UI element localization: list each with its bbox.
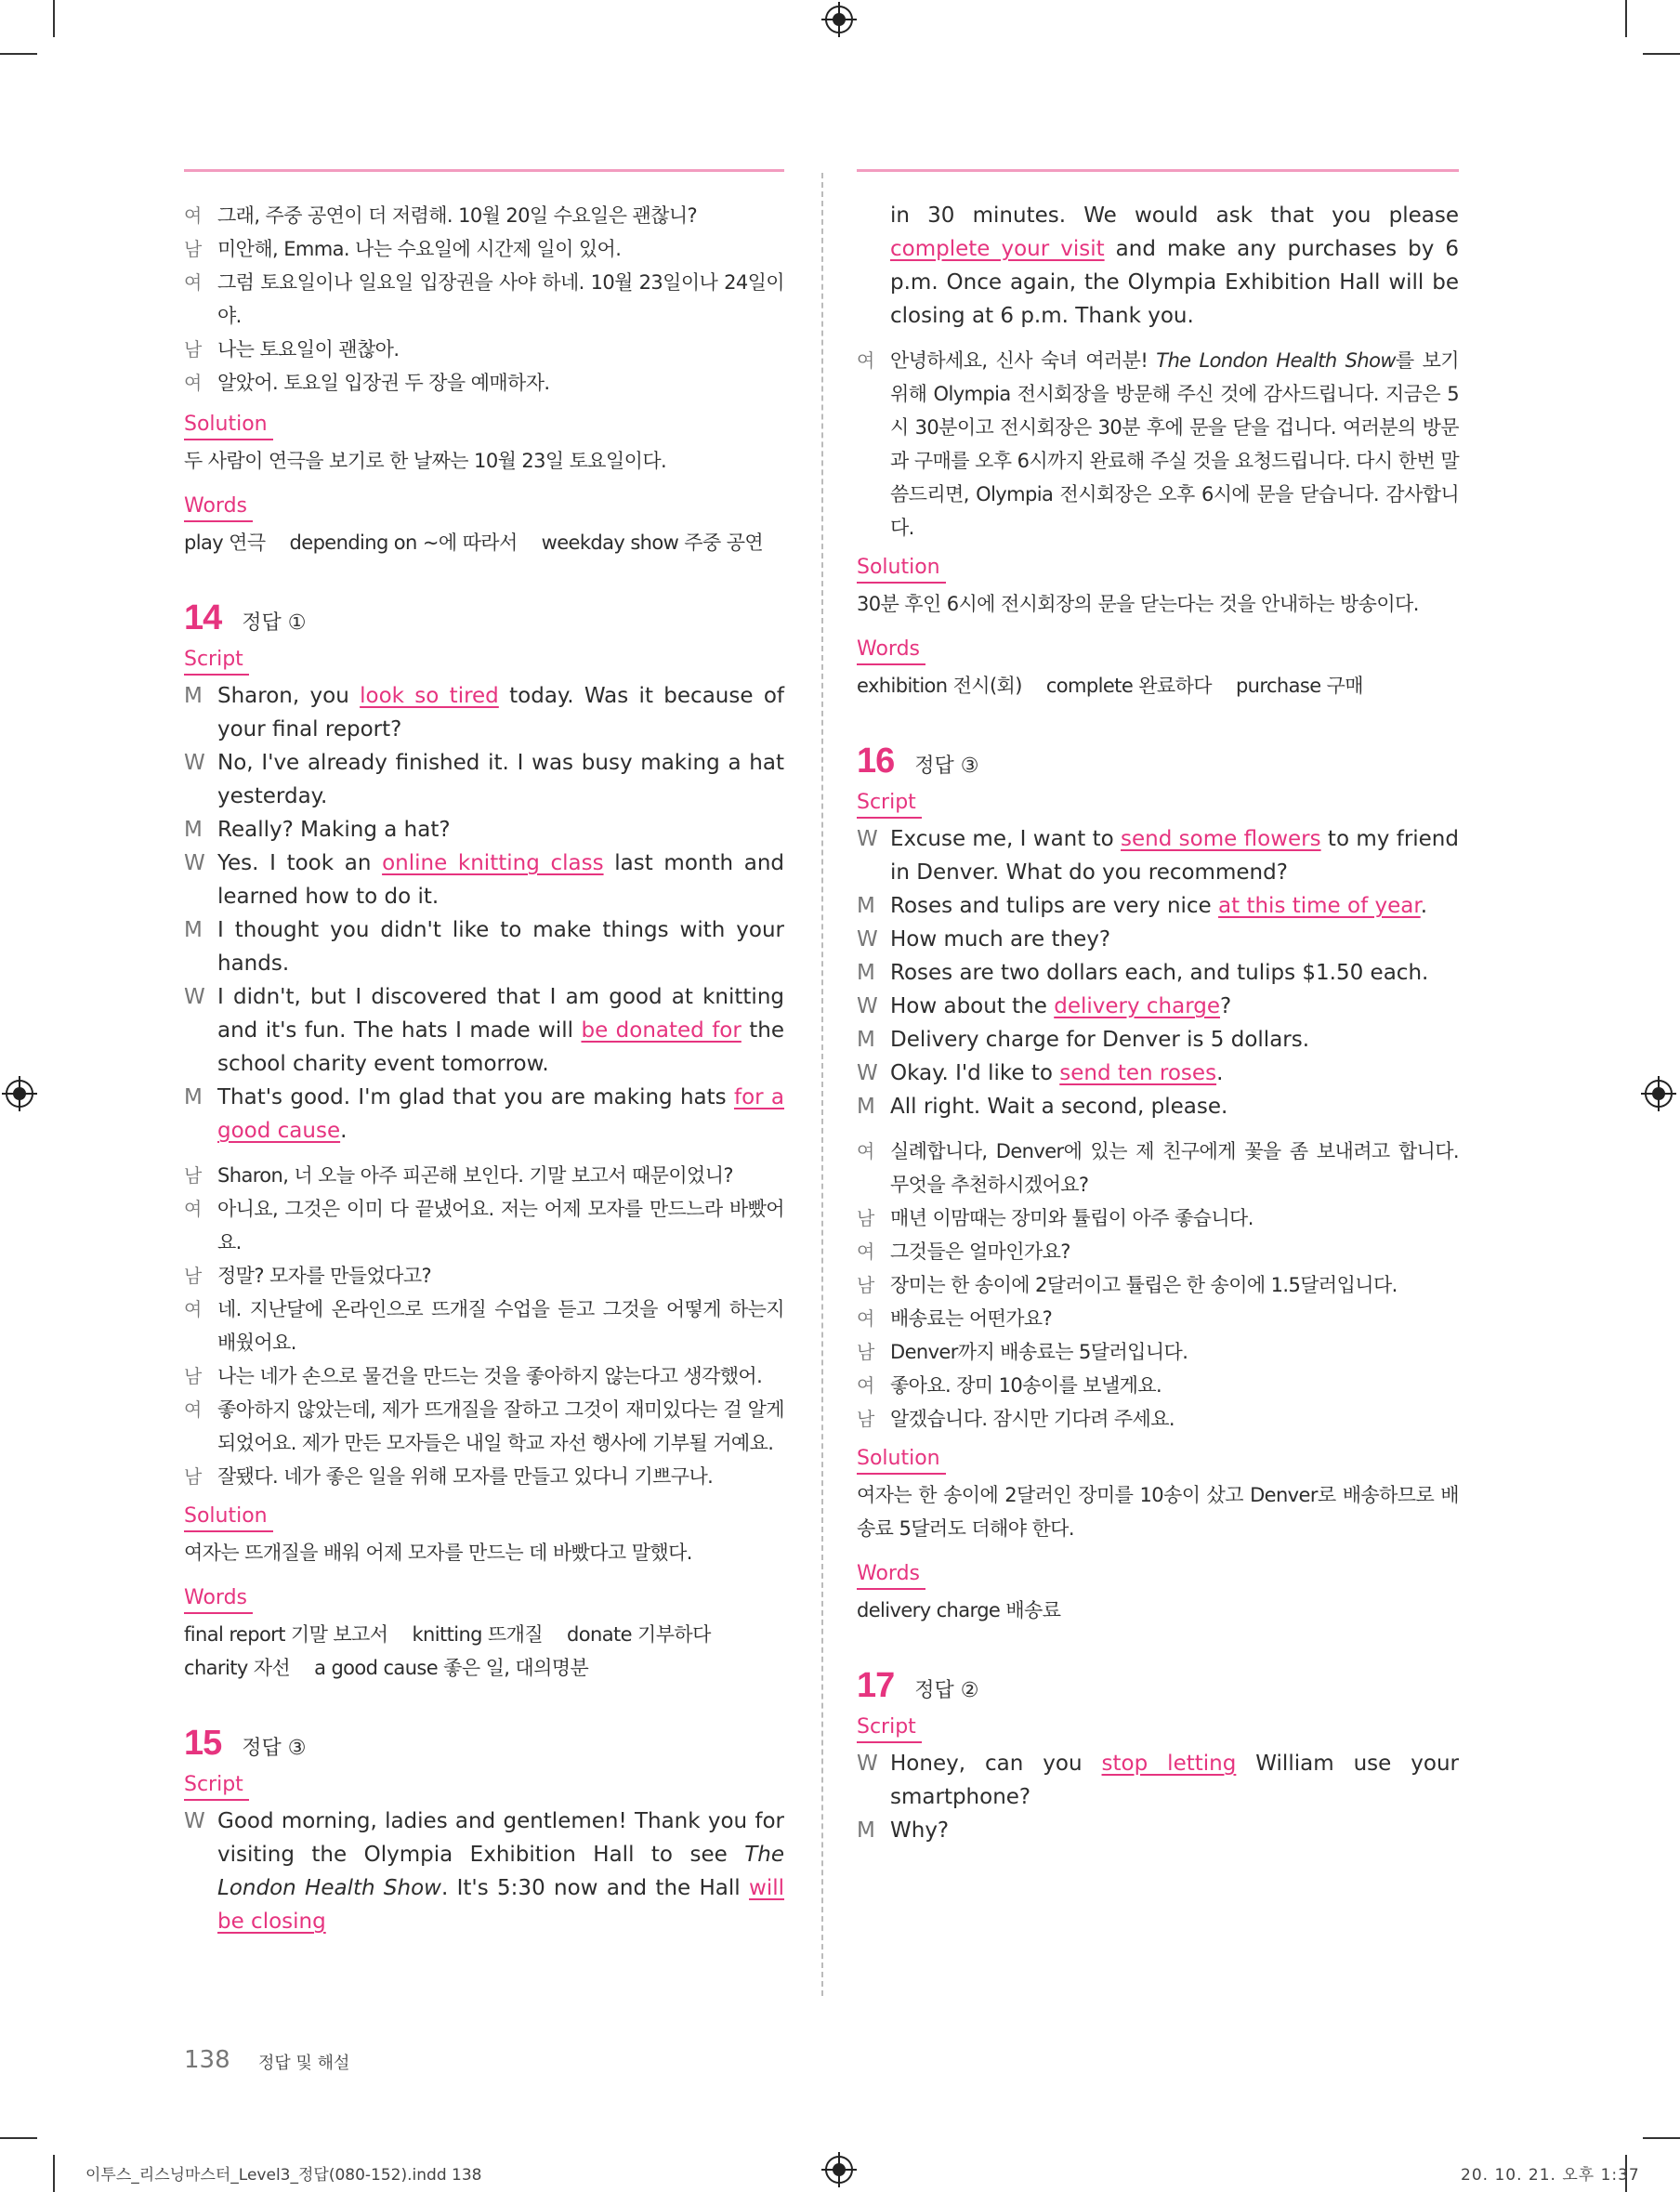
answer-label: 정답 ② xyxy=(914,1679,979,1702)
word-item: depending on ~에 따라서 xyxy=(289,532,518,554)
words-label: Words xyxy=(857,636,925,665)
translation-text: 나는 토요일이 괜찮아. xyxy=(217,338,400,361)
translation-line xyxy=(184,333,784,366)
script-text xyxy=(217,1805,784,1938)
script-text-part: I didn't, but I discovered that I am good at knitting and it's fun. The hats I made will xyxy=(217,985,784,1043)
speaker-label: W xyxy=(857,1061,878,1085)
script-text-part: . xyxy=(1420,894,1428,918)
script-text-part: . xyxy=(340,1119,348,1143)
speaker-label: 여 xyxy=(857,1140,874,1162)
registration-mark-icon xyxy=(1645,1080,1673,1108)
translation-text: 알았어. 토요일 입장권 두 장을 예매하자. xyxy=(217,372,550,394)
speaker-label: M xyxy=(184,1085,203,1109)
translation-line xyxy=(184,1293,784,1359)
script-text-part: William use your smartphone? xyxy=(890,1752,1459,1809)
question-number: 14 xyxy=(184,598,222,637)
speaker-label: 여 xyxy=(184,1398,202,1421)
script-text xyxy=(890,923,1459,956)
word-item: final report 기말 보고서 xyxy=(184,1623,388,1646)
speaker-label: 여 xyxy=(184,204,202,227)
speaker-label: 남 xyxy=(857,1408,874,1430)
word-item: donate 기부하다 xyxy=(567,1623,711,1646)
translation-text: 좋아하지 않았는데, 제가 뜨개질을 잘하고 그것이 재미있다는 걸 알게 되었어요. 제가 만든 모자들은 내일 학교 자선 행사에 기부될 거예요. xyxy=(217,1398,784,1454)
translation-line xyxy=(857,1369,1459,1402)
speaker-label: 남 xyxy=(184,1265,202,1287)
translation-line xyxy=(857,1302,1459,1335)
script-text-part: in 30 minutes. We would ask that you please xyxy=(890,203,1459,228)
translation-text: 실례합니다, Denver에 있는 제 친구에게 꽃을 좀 보내려고 합니다. 무엇을 추천하시겠어요? xyxy=(890,1140,1459,1196)
crop-mark xyxy=(1643,2137,1680,2139)
q16-words: delivery charge 배송료 xyxy=(857,1599,1061,1621)
q15-script-continued xyxy=(857,199,1459,333)
page-number: 138 xyxy=(184,2046,230,2074)
speaker-label: 여 xyxy=(184,1198,202,1220)
left-column xyxy=(184,199,784,1938)
show-title: The London Health Show xyxy=(1156,349,1396,372)
translation-text: 그럼 토요일이나 일요일 입장권을 사야 하네. 10월 23일이나 24일이야. xyxy=(217,271,784,327)
script-text-part: last month and learned how to do it. xyxy=(217,851,785,909)
translation-line xyxy=(184,1393,784,1460)
question-number: 16 xyxy=(857,742,895,781)
word-item: knitting 뜨개질 xyxy=(412,1623,544,1646)
q14-script xyxy=(184,679,784,1148)
translation-line xyxy=(184,199,784,232)
speaker-label: 여 xyxy=(857,1307,874,1330)
speaker-label: 남 xyxy=(857,1207,874,1229)
script-line xyxy=(184,913,784,980)
translation-line xyxy=(857,1335,1459,1369)
translation-text: 좋아요. 장미 10송이를 보낼게요. xyxy=(890,1374,1162,1397)
script-text-part: today. Was it because of your final report? xyxy=(217,684,784,742)
script-line xyxy=(184,679,784,746)
script-label: Script xyxy=(857,1713,922,1743)
translation-text: 배송료는 어떤가요? xyxy=(890,1307,1053,1330)
translation-text: 알겠습니다. 잠시만 기다려 주세요. xyxy=(890,1408,1175,1430)
speaker-label: 남 xyxy=(184,1365,202,1387)
q14-header xyxy=(184,598,784,638)
speaker-label: M xyxy=(184,918,203,942)
crop-mark xyxy=(0,2137,37,2139)
q14-korean-dialogue xyxy=(184,1159,784,1493)
script-text xyxy=(217,679,784,746)
script-line xyxy=(857,1090,1459,1123)
highlight-phrase: online knitting class xyxy=(382,851,604,875)
answer-label: 정답 ③ xyxy=(242,1737,307,1760)
script-label: Script xyxy=(184,646,249,676)
speaker-label: W xyxy=(857,1752,878,1776)
translation-line xyxy=(857,1201,1459,1235)
translation-text: 그것들은 얼마인가요? xyxy=(890,1240,1070,1263)
crop-mark xyxy=(53,0,55,37)
speaker-label: M xyxy=(857,1818,875,1843)
speaker-label: W xyxy=(184,985,205,1009)
translation-text: 네. 지난달에 온라인으로 뜨개질 수업을 듣고 그것을 어떻게 하는지 배웠어요. xyxy=(217,1298,784,1354)
crop-mark xyxy=(0,53,37,55)
speaker-label: 여 xyxy=(184,1298,202,1320)
translation-line xyxy=(184,232,784,266)
q16-header xyxy=(857,742,1459,781)
crop-mark xyxy=(1625,0,1627,37)
script-text xyxy=(890,990,1459,1023)
word-item: a good cause 좋은 일, 대의명분 xyxy=(314,1657,589,1679)
script-line xyxy=(184,746,784,813)
script-text-part: Sharon, you xyxy=(217,684,361,708)
speaker-label: W xyxy=(857,994,878,1018)
translation-text: 정말? 모자를 만들었다고? xyxy=(217,1265,432,1287)
translation-line xyxy=(184,1359,784,1393)
q17-header xyxy=(857,1666,1459,1706)
speaker-label: M xyxy=(857,894,875,918)
q16-korean-dialogue xyxy=(857,1135,1459,1436)
speaker-label: W xyxy=(184,851,205,875)
translation-text: 나는 네가 손으로 물건을 만드는 것을 좋아하지 않는다고 생각했어. xyxy=(217,1365,763,1387)
script-line xyxy=(857,1057,1459,1090)
column-divider xyxy=(821,173,823,1996)
script-text-part: That's good. I'm glad that you are making hats xyxy=(217,1085,734,1109)
script-text xyxy=(890,199,1459,333)
script-text xyxy=(217,980,784,1081)
q17-script xyxy=(857,1747,1459,1847)
words-label: Words xyxy=(184,492,253,522)
translation-text: Denver까지 배송료는 5달러입니다. xyxy=(890,1341,1188,1363)
script-line xyxy=(857,956,1459,990)
words-label: Words xyxy=(184,1584,253,1614)
word-item: complete 완료하다 xyxy=(1045,675,1212,697)
script-text-part: All right. Wait a second, please. xyxy=(890,1095,1228,1119)
speaker-label: W xyxy=(184,1809,205,1833)
script-text-part: Delivery charge for Denver is 5 dollars. xyxy=(890,1028,1310,1052)
speaker-label: M xyxy=(857,1095,875,1119)
script-text-part: How much are they? xyxy=(890,927,1111,952)
script-text-part: Why? xyxy=(890,1818,950,1843)
slug-file-info: 이투스_리스닝마스터_Level3_정답(080-152).indd 138 xyxy=(85,2166,482,2185)
translation-text: Sharon, 너 오늘 아주 피곤해 보인다. 기말 보고서 때문이었니? xyxy=(217,1164,733,1187)
q13-solution: 두 사람이 연극을 보기로 한 날짜는 10월 23일 토요일이다. xyxy=(184,450,667,472)
translation-text: 그래, 주중 공연이 더 저렴해. 10월 20일 수요일은 괜찮니? xyxy=(217,204,698,227)
translation-part: 안녕하세요, 신사 숙녀 여러분! xyxy=(890,349,1157,372)
translation-line xyxy=(184,1259,784,1293)
q15-solution: 30분 후인 6시에 전시회장의 문을 닫는다는 것을 안내하는 방송이다. xyxy=(857,593,1419,615)
script-text xyxy=(890,1023,1459,1057)
highlight-phrase: at this time of year xyxy=(1218,894,1421,918)
highlight-phrase: for a good cause xyxy=(217,1085,785,1143)
translation-line xyxy=(184,1159,784,1192)
translation-line xyxy=(184,1192,784,1259)
q15-words xyxy=(857,669,1459,702)
translation-line xyxy=(857,1235,1459,1268)
script-line xyxy=(184,980,784,1081)
highlight-phrase: be donated for xyxy=(581,1018,742,1043)
script-text xyxy=(890,822,1459,889)
translation-text: 매년 이맘때는 장미와 튤립이 아주 좋습니다. xyxy=(890,1207,1253,1229)
translation-line xyxy=(857,1268,1459,1302)
speaker-label: 남 xyxy=(184,338,202,361)
word-item: charity 자선 xyxy=(184,1657,291,1679)
speaker-label: 여 xyxy=(857,349,874,372)
translation-text: 미안해, Emma. 나는 수요일에 시간제 일이 있어. xyxy=(217,238,622,260)
script-text xyxy=(890,956,1459,990)
question-number: 17 xyxy=(857,1666,895,1705)
highlight-phrase: complete your visit xyxy=(890,237,1105,261)
script-text xyxy=(890,889,1459,923)
highlight-phrase: send ten roses xyxy=(1059,1061,1217,1085)
q16-script xyxy=(857,822,1459,1123)
highlight-phrase: look so tired xyxy=(360,684,499,708)
show-title: The London Health Show xyxy=(217,1843,784,1900)
solution-label: Solution xyxy=(184,411,273,440)
speaker-label: M xyxy=(857,961,875,985)
script-line xyxy=(857,990,1459,1023)
script-text-part: No, I've already finished it. I was busy making a hat yesterday. xyxy=(217,751,784,808)
script-text-part: . It's 5:30 now and the Hall xyxy=(440,1876,750,1900)
script-text-part: I thought you didn't like to make things with your hands. xyxy=(217,918,784,976)
speaker-label: 남 xyxy=(857,1341,874,1363)
speaker-label: M xyxy=(857,1028,875,1052)
q14-words xyxy=(184,1618,784,1685)
solution-label: Solution xyxy=(857,1445,946,1475)
answer-label: 정답 ③ xyxy=(914,755,979,778)
speaker-label: 여 xyxy=(184,372,202,394)
script-text-part: Honey, can you xyxy=(890,1752,1102,1776)
script-text xyxy=(217,847,784,913)
answer-label: 정답 ① xyxy=(242,611,307,635)
script-line xyxy=(857,889,1459,923)
script-text-part: Good morning, ladies and gentlemen! Thank you for visiting the Olympia Exhibition Hall to see xyxy=(217,1809,784,1867)
script-text-part: the school charity event tomorrow. xyxy=(217,1018,785,1076)
script-text-part: Roses are two dollars each, and tulips $1.50 each. xyxy=(890,961,1429,985)
translation-text: 아니요, 그것은 이미 다 끝냈어요. 저는 어제 모자를 만드느라 바빴어요. xyxy=(217,1198,784,1254)
words-label: Words xyxy=(857,1560,925,1590)
script-text-part: . xyxy=(1216,1061,1224,1085)
speaker-label: W xyxy=(857,927,878,952)
translation-line xyxy=(857,1135,1459,1201)
q15-script-line xyxy=(184,1805,784,1938)
question-number: 15 xyxy=(184,1724,222,1763)
translation-line xyxy=(857,1402,1459,1436)
translation-text: 잘됐다. 네가 좋은 일을 위해 모자를 만들고 있다니 기쁘구나. xyxy=(217,1465,714,1488)
q13-korean-dialogue xyxy=(184,199,784,400)
translation-line xyxy=(184,266,784,333)
q15-korean-line xyxy=(857,344,1459,545)
script-text-part: How about the xyxy=(890,994,1055,1018)
script-line xyxy=(857,1747,1459,1814)
highlight-phrase: stop letting xyxy=(1101,1752,1237,1776)
script-text xyxy=(890,1090,1459,1123)
speaker-label: 여 xyxy=(857,1240,874,1263)
right-column xyxy=(857,199,1459,1847)
translation-line xyxy=(184,366,784,400)
q15-header xyxy=(184,1724,784,1764)
script-line xyxy=(857,822,1459,889)
section-label: 정답 및 해설 xyxy=(258,2054,350,2073)
script-text xyxy=(890,1747,1459,1814)
registration-mark-icon xyxy=(825,2156,853,2184)
script-line xyxy=(857,1023,1459,1057)
speaker-label: 남 xyxy=(184,1164,202,1187)
highlight-phrase: delivery charge xyxy=(1054,994,1221,1018)
script-text xyxy=(217,813,784,847)
highlight-phrase: send some flowers xyxy=(1121,827,1321,851)
word-item: purchase 구매 xyxy=(1235,675,1363,697)
solution-label: Solution xyxy=(184,1503,273,1532)
script-line xyxy=(184,1081,784,1148)
slug-timestamp: 20. 10. 21. 오후 1:37 xyxy=(1461,2166,1640,2185)
solution-label: Solution xyxy=(857,554,946,584)
translation-line xyxy=(184,1460,784,1493)
speaker-label: 여 xyxy=(184,271,202,294)
script-text xyxy=(217,746,784,813)
script-text-part: to my friend in Denver. What do you recommend? xyxy=(890,827,1459,885)
word-item: play 연극 xyxy=(184,532,266,554)
translation-text xyxy=(890,344,1459,545)
registration-mark-icon xyxy=(6,1080,33,1108)
speaker-label: 여 xyxy=(857,1374,874,1397)
speaker-label: W xyxy=(184,751,205,775)
speaker-label: M xyxy=(184,818,203,842)
speaker-label: 남 xyxy=(184,1465,202,1488)
script-text-part: ? xyxy=(1220,994,1232,1018)
script-text xyxy=(217,1081,784,1148)
script-text xyxy=(890,1814,1459,1847)
word-item: exhibition 전시(회) xyxy=(857,675,1022,697)
translation-text: 장미는 한 송이에 2달러이고 튤립은 한 송이에 1.5달러입니다. xyxy=(890,1274,1398,1296)
highlight-phrase: will be closing xyxy=(217,1876,785,1934)
script-text xyxy=(217,913,784,980)
script-text-part: Excuse me, I want to xyxy=(890,827,1122,851)
crop-mark xyxy=(1643,53,1680,55)
script-label: Script xyxy=(184,1771,249,1801)
top-rule-right xyxy=(857,169,1459,172)
script-text-part: Really? Making a hat? xyxy=(217,818,451,842)
translation-part: 를 보기 위해 Olympia 전시회장을 방문해 주신 것에 감사드립니다. 지금은 5시 30분이고 전시회장은 30분 후에 문을 닫을 겁니다. 여러분의 방문과 구매를 오후 6시까지 완료해 주실 것을 요청드립니다. 다시 한번 말씀드리면, Olympia 전시회장은 오후 6시에 문을 닫습니다. 감사합니다. xyxy=(890,349,1459,539)
speaker-label: W xyxy=(857,827,878,851)
top-rule-left xyxy=(184,169,784,172)
script-text-part: and make any purchases by 6 p.m. Once again, the Olympia Exhibition Hall will be closing at 6 p.m. Thank you. xyxy=(890,237,1459,328)
word-item: weekday show 주중 공연 xyxy=(541,532,764,554)
speaker-label: 남 xyxy=(857,1274,874,1296)
script-text xyxy=(890,1057,1459,1090)
script-line xyxy=(184,813,784,847)
speaker-label: 남 xyxy=(184,238,202,260)
script-text-part: Yes. I took an xyxy=(217,851,383,875)
q16-solution: 여자는 한 송이에 2달러인 장미를 10송이 샀고 Denver로 배송하므로 배송료 5달러도 더해야 한다. xyxy=(857,1484,1459,1540)
q13-words xyxy=(184,526,784,559)
script-line xyxy=(184,847,784,913)
script-line xyxy=(857,1814,1459,1847)
speaker-label: M xyxy=(184,684,203,708)
crop-mark xyxy=(53,2155,55,2192)
q14-solution: 여자는 뜨개질을 배워 어제 모자를 만드는 데 바빴다고 말했다. xyxy=(184,1542,692,1564)
script-line xyxy=(857,923,1459,956)
script-label: Script xyxy=(857,789,922,819)
script-text-part: Okay. I'd like to xyxy=(890,1061,1060,1085)
script-text-part: Roses and tulips are very nice xyxy=(890,894,1219,918)
registration-mark-icon xyxy=(825,6,853,33)
